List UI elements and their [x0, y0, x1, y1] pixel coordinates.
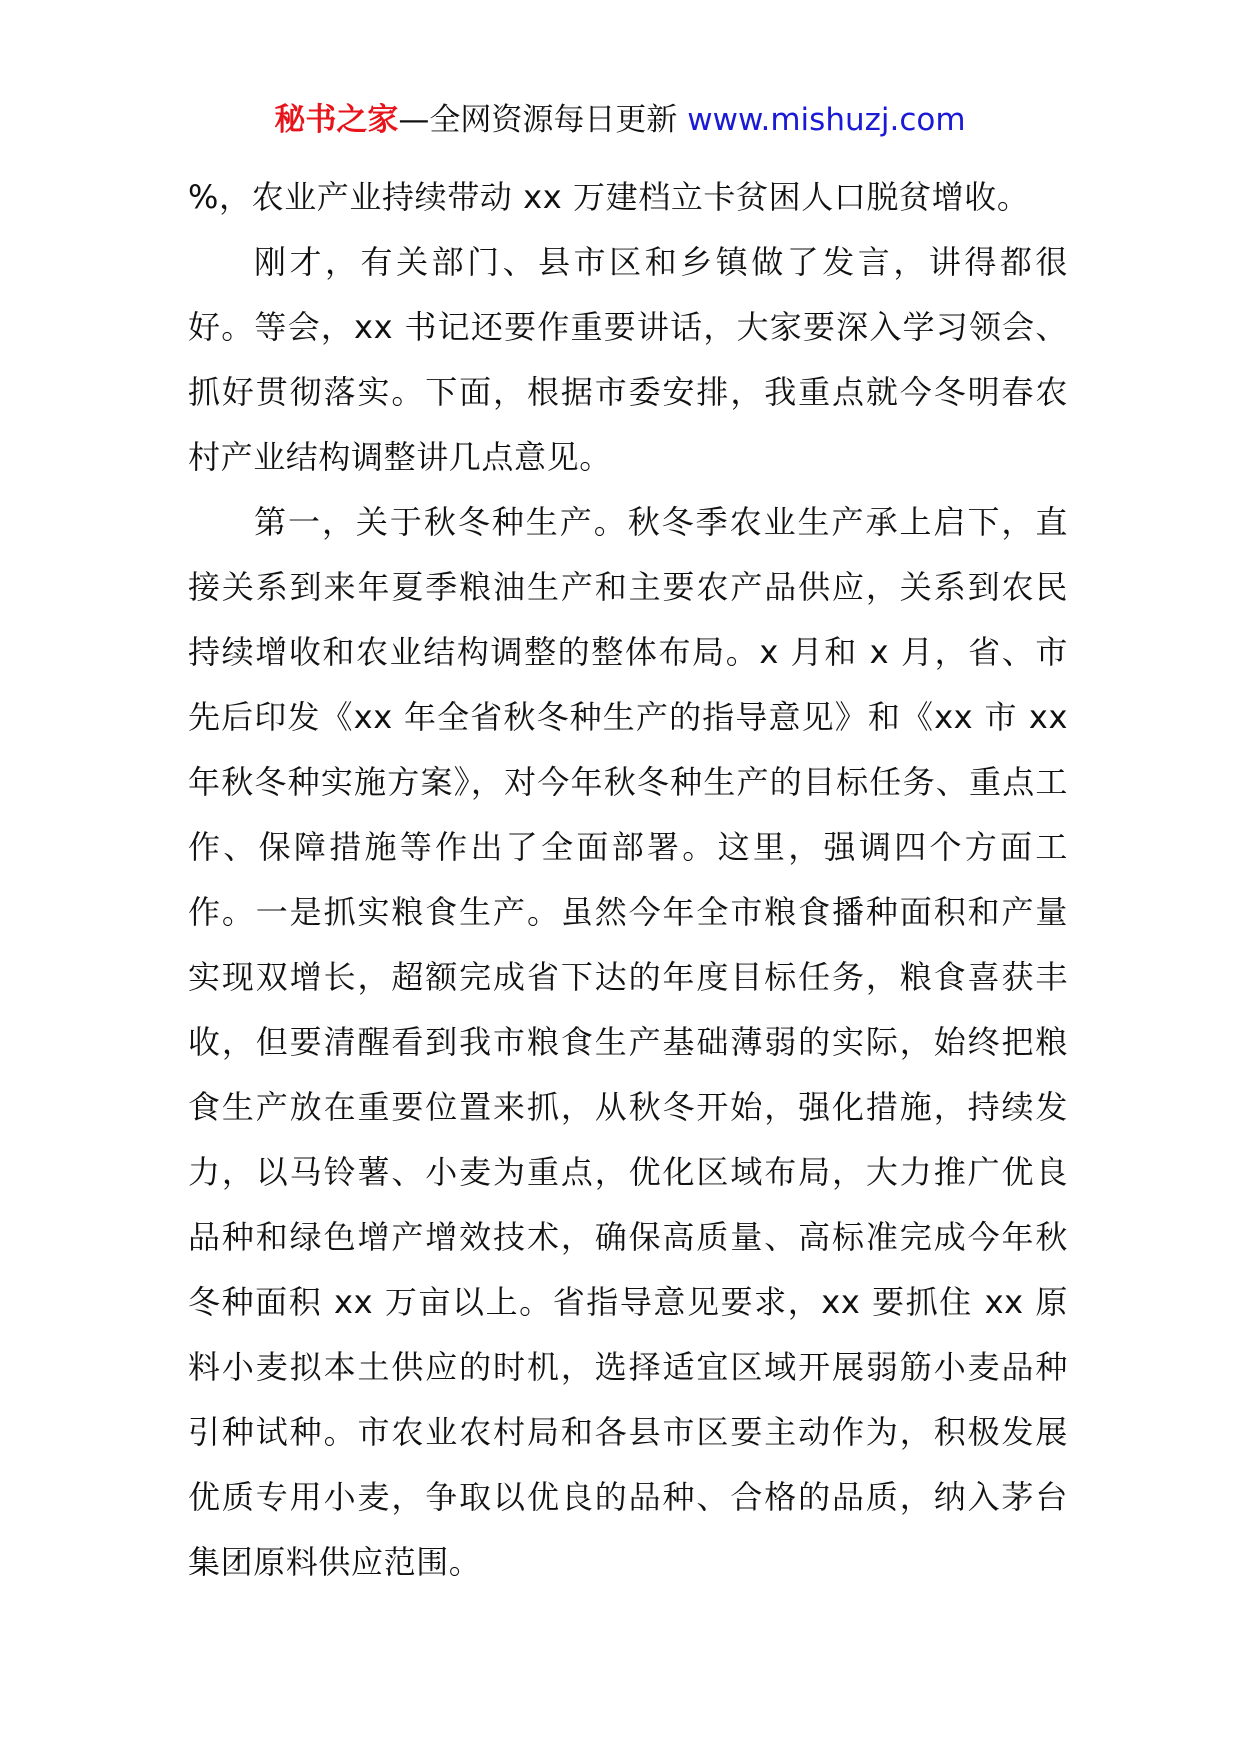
site-url-link[interactable]: www.mishuzj.com: [687, 102, 966, 138]
site-slogan: —全网资源每日更新: [398, 102, 678, 138]
site-brand: 秘书之家: [274, 102, 399, 138]
site-header: [0, 98, 1240, 142]
paragraph-continued: %，农业产业持续带动 xx 万建档立卡贫困人口脱贫增收。: [188, 178, 1030, 216]
paragraph-speeches: 刚才，有关部门、县市区和乡镇做了发言，讲得都很好。等会，xx 书记还要作重要讲话，大家要深入学习领会、抓好贯彻落实。下面，根据市委安排，我重点就今冬明春农村产业结构调整讲几点意见。: [188, 243, 1068, 476]
document-body: [188, 165, 1068, 1595]
paragraph-autumn-winter-planting: 第一，关于秋冬种生产。秋冬季农业生产承上启下，直接关系到来年夏季粮油生产和主要农产品供应，关系到农民持续增收和农业结构调整的整体布局。x 月和 x 月，省、市先后印发《xx 年全省秋冬种生产的指导意见》和《xx 市 xx 年秋冬种实施方案》，对今年秋冬种生产的目标任务、重点工作、保障措施等作出了全面部署。这里，强调四个方面工作。一是抓实粮食生产。虽然今年全市粮食播种面积和产量实现双增长，超额完成省下达的年度目标任务，粮食喜获丰收，但要清醒看到我市粮食生产基础薄弱的实际，始终把粮食生产放在重要位置来抓，从秋冬开始，强化措施，持续发力，以马铃薯、小麦为重点，优化区域布局，大力推广优良品种和绿色增产增效技术，确保高质量、高标准完成今年秋冬种面积 xx 万亩以上。省指导意见要求，xx 要抓住 xx 原料小麦拟本土供应的时机，选择适宜区域开展弱筋小麦品种引种试种。市农业农村局和各县市区要主动作为，积极发展优质专用小麦，争取以优良的品种、合格的品质，纳入茅台集团原料供应范围。: [188, 503, 1068, 1581]
